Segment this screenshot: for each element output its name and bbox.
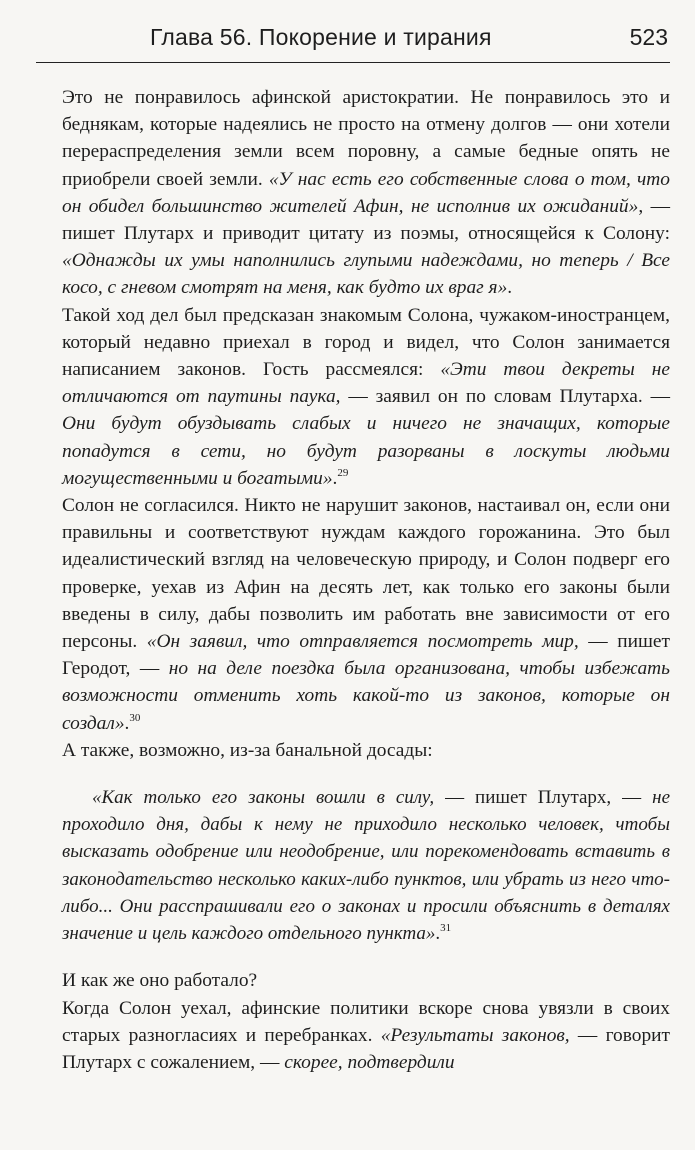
page-header — [30, 22, 670, 68]
text: — пишет Геродот, — — [62, 631, 670, 680]
footnote-ref: 30 — [129, 711, 141, 724]
chapter-title: Глава 56. Покорение и тирания — [150, 24, 492, 50]
quote-text: «Однажды их умы наполнились глупыми надеждами, но теперь / Все косо, с гневом смотрят на меня, как будто их враг я» — [62, 250, 670, 299]
text: Это не понравилось афинской аристократии. Не понравилось это и беднякам, которые надеялись не просто на отмену долгов — они хотели перераспределения земли всем поровну, а самые бедные опять не приобрели своей земли. — [62, 87, 670, 190]
text: , — пишет Плутарх и приводит цитату из поэмы, относящейся к Солону: — [62, 195, 670, 245]
block-quote — [62, 784, 670, 947]
text: . — [332, 467, 338, 489]
footnote-ref: 29 — [337, 466, 349, 479]
text: . — [507, 277, 513, 299]
paragraph-6 — [62, 995, 670, 1077]
quote-text: но на деле поездка была организована, чтобы избежать возможности отменить хоть какой-то из законов, которые он создал» — [62, 658, 670, 734]
text: — пишет Плутарх, — — [445, 787, 653, 809]
footnote-ref: 31 — [440, 922, 452, 935]
text: А также, возможно, из-за банальной досады: — [62, 739, 433, 761]
paragraph-5 — [62, 967, 670, 994]
quote-text: «Результаты законов, — [380, 1024, 578, 1046]
header-rule — [36, 62, 670, 63]
quote-text: «Эти твои декреты не отличаются от паутины паука, — [62, 359, 670, 408]
quote-text: «У нас есть его собственные слова о том, что он обидел большинство жителей Афин, не исполнив их ожиданий» — [62, 168, 670, 217]
text: Солон не согласился. Никто не нарушит законов, настаивал он, если они правильны и соответствуют нуждам каждого горожанина. Это был идеалистический взгляд на человеческую природу, и Солон подверг его проверке, уехав из Афин на десять лет, как только его законы были введены в силу, дабы позволить им работать вне зависимости от его персоны. — [62, 495, 670, 653]
text: Такой ход дел был предсказан знакомым Солона, чужаком-иностранцем, который недавно приехал в город и видел, что Солон занимается написанием законов. Гость рассмеялся: — [62, 304, 670, 381]
text: — говорит Плутарх с сожалением, — — [62, 1024, 670, 1073]
page-body — [62, 84, 670, 1076]
quote-text: скорее, подтвердили — [284, 1051, 455, 1073]
page-number: 523 — [629, 24, 668, 50]
quote-text: не проходило дня, дабы к нему не приходило несколько человек, чтобы высказать одобрение или неодобрение, или порекомендовать вставить в законодательство несколько каких-либо пунктов, или убрать из него что-либо... Они расспрашивали его о законах и просили объяснить в деталях значение и цель каждого отдельного пункта» — [62, 787, 670, 945]
quote-text: «Как только его законы вошли в силу, — [92, 787, 446, 809]
paragraph-4 — [62, 737, 670, 764]
text: — заявил он по словам Плутарха. — — [348, 386, 670, 408]
text: . — [124, 712, 130, 734]
paragraph-2 — [62, 302, 670, 492]
text: . — [435, 923, 441, 945]
quote-text: Они будут обуздывать слабых и ничего не значащих, которые попадутся в сети, но будут разорваны в лоскуты людьми могущественными и богатыми» — [62, 413, 670, 489]
block-quote-text — [62, 784, 670, 947]
text: Когда Солон уехал, афинские политики вскоре снова увязли в своих старых разногласиях и перебранках. — [62, 997, 670, 1046]
paragraph-1 — [62, 84, 670, 302]
quote-text: «Он заявил, что отправляется посмотреть мир, — [146, 631, 589, 653]
paragraph-3 — [62, 492, 670, 737]
text: И как же оно работало? — [62, 970, 258, 992]
